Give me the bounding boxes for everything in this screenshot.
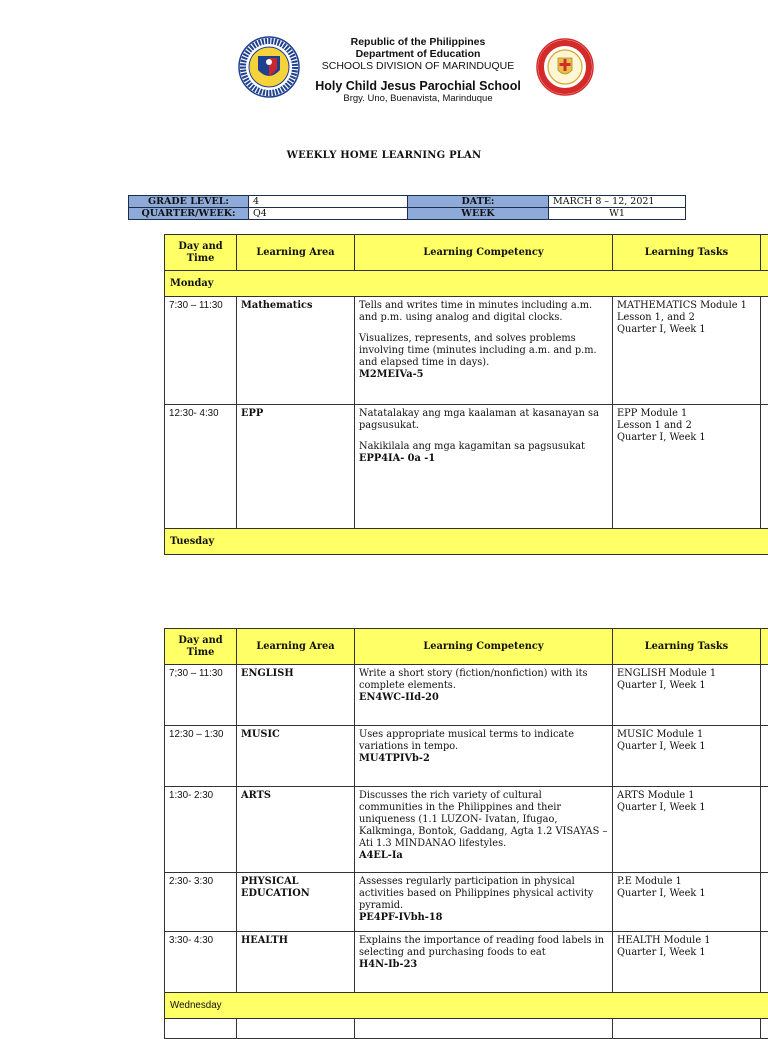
competency-cell xyxy=(355,405,613,529)
extra-cell xyxy=(761,665,768,726)
school-seal-icon xyxy=(536,38,594,96)
date-value: MARCH 8 – 12, 2021 xyxy=(549,196,686,208)
competency-code: MU4TPIVb-2 xyxy=(359,753,608,765)
plan-table-monday xyxy=(164,234,768,555)
table-row xyxy=(165,787,768,873)
competency-cell xyxy=(355,726,613,787)
competency-cell xyxy=(355,297,613,405)
competency-text: Tells and writes time in minutes including a.m. and p.m. using analog and digital clocks. xyxy=(359,300,592,323)
competency-text: Write a short story (fiction/nonfiction) with its complete elements. xyxy=(359,668,588,691)
col-learning-competency: Learning Competency xyxy=(355,629,613,665)
tasks-cell xyxy=(613,297,761,405)
task-line: MATHEMATICS Module 1 xyxy=(617,300,756,312)
time-cell: 7:30 – 11:30 xyxy=(165,297,237,405)
area-cell: ENGLISH xyxy=(237,665,355,726)
competency-cell xyxy=(355,932,613,993)
time-cell: 12:30- 4:30 xyxy=(165,405,237,529)
table-row xyxy=(165,405,768,529)
week-value: W1 xyxy=(549,208,686,220)
tasks-cell xyxy=(613,665,761,726)
tasks-cell xyxy=(613,1019,761,1039)
table-row xyxy=(165,665,768,726)
area-cell: ARTS xyxy=(237,787,355,873)
competency-cell xyxy=(355,873,613,932)
competency-code: H4N-Ib-23 xyxy=(359,959,608,971)
competency-code: A4EL-Ia xyxy=(359,850,608,862)
week-label: WEEK xyxy=(408,208,549,220)
school-address: Brgy. Uno, Buenavista, Marinduque xyxy=(300,93,536,105)
competency-text: Uses appropriate musical terms to indicate variations in tempo. xyxy=(359,729,574,752)
grade-level-value: 4 xyxy=(249,196,408,208)
day-row-wednesday: Wednesday xyxy=(165,993,768,1019)
day-row-monday: Monday xyxy=(165,271,768,297)
area-cell: HEALTH xyxy=(237,932,355,993)
competency-text: Explains the importance of reading food labels in selecting and purchasing foods to eat xyxy=(359,935,604,958)
table-row xyxy=(165,297,768,405)
plan-table-tuesday xyxy=(164,628,768,1039)
time-cell: 2:30- 3:30 xyxy=(165,873,237,932)
area-cell: Mathematics xyxy=(237,297,355,405)
extra-cell xyxy=(761,726,768,787)
extra-cell xyxy=(761,405,768,529)
time-cell: 1:30- 2:30 xyxy=(165,787,237,873)
tasks-cell xyxy=(613,405,761,529)
col-learning-tasks: Learning Tasks xyxy=(613,235,761,271)
table-row xyxy=(165,1019,768,1039)
competency-cell xyxy=(355,665,613,726)
competency-code: EPP4IA- 0a -1 xyxy=(359,453,608,465)
date-label: DATE: xyxy=(408,196,549,208)
quarter-week-value: Q4 xyxy=(249,208,408,220)
extra-cell xyxy=(761,297,768,405)
competency-cell xyxy=(355,1019,613,1039)
col-learning-tasks: Learning Tasks xyxy=(613,629,761,665)
extra-cell xyxy=(761,1019,768,1039)
task-line: EPP Module 1 xyxy=(617,408,756,420)
task-line: ENGLISH Module 1 xyxy=(617,668,756,680)
col-extra xyxy=(761,235,768,271)
task-line: Lesson 1 and 2 xyxy=(617,420,756,432)
time-cell: 3:30- 4:30 xyxy=(165,932,237,993)
area-cell: EPP xyxy=(237,405,355,529)
tasks-cell xyxy=(613,787,761,873)
tasks-cell xyxy=(613,726,761,787)
competency-code: PE4PF-IVbh-18 xyxy=(359,912,608,924)
info-table xyxy=(128,195,686,220)
time-cell: 12:30 – 1:30 xyxy=(165,726,237,787)
tasks-cell xyxy=(613,873,761,932)
task-line: Lesson 1, and 2 xyxy=(617,312,756,324)
task-line: MUSIC Module 1 xyxy=(617,729,756,741)
document-header xyxy=(0,30,768,120)
task-line: Quarter I, Week 1 xyxy=(617,888,756,900)
col-learning-area: Learning Area xyxy=(237,235,355,271)
grade-level-label: GRADE LEVEL: xyxy=(129,196,249,208)
competency-text: Nakikilala ang mga kagamitan sa pagsusukat xyxy=(359,441,585,452)
competency-text: Discusses the rich variety of cultural communities in the Philippines and their uniqueness (1.1 LUZON- Ivatan, Ifugao, Kalkminga, Bontok, Gaddang, Agta 1.2 VISAYAS – Ati 1.3 MINDANAO lifestyles. xyxy=(359,790,607,849)
task-line: Quarter I, Week 1 xyxy=(617,741,756,753)
task-line: HEALTH Module 1 xyxy=(617,935,756,947)
extra-cell xyxy=(761,932,768,993)
competency-code: M2MEIVa-5 xyxy=(359,369,608,381)
deped-seal-icon xyxy=(238,36,300,98)
competency-text: Visualizes, represents, and solves problems involving time (minutes including a.m. and p.m. and elapsed time in days). xyxy=(359,333,597,368)
extra-cell xyxy=(761,787,768,873)
area-cell: PHYSICAL EDUCATION xyxy=(237,873,355,932)
col-day-time: Day and Time xyxy=(165,629,237,665)
competency-cell xyxy=(355,787,613,873)
republic-line: Republic of the Philippines xyxy=(300,36,536,48)
document-title: WEEKLY HOME LEARNING PLAN xyxy=(0,150,768,161)
table-row xyxy=(165,726,768,787)
area-cell xyxy=(237,1019,355,1039)
competency-code: EN4WC-IId-20 xyxy=(359,692,608,704)
tasks-cell xyxy=(613,932,761,993)
task-line: Quarter I, Week 1 xyxy=(617,802,756,814)
task-line: Quarter I, Week 1 xyxy=(617,680,756,692)
table-row xyxy=(165,932,768,993)
department-line: Department of Education xyxy=(300,48,536,60)
col-day-time: Day and Time xyxy=(165,235,237,271)
col-learning-area: Learning Area xyxy=(237,629,355,665)
school-name: Holy Child Jesus Parochial School xyxy=(300,79,536,93)
table-row xyxy=(165,873,768,932)
task-line: Quarter I, Week 1 xyxy=(617,432,756,444)
time-cell: 7;30 – 11:30 xyxy=(165,665,237,726)
task-line: Quarter I, Week 1 xyxy=(617,324,756,336)
col-extra xyxy=(761,629,768,665)
division-line: SCHOOLS DIVISION OF MARINDUQUE xyxy=(300,60,536,72)
area-cell: MUSIC xyxy=(237,726,355,787)
quarter-week-label: QUARTER/WEEK: xyxy=(129,208,249,220)
time-cell xyxy=(165,1019,237,1039)
competency-text: Natatalakay ang mga kaalaman at kasanayan sa pagsusukat. xyxy=(359,408,599,431)
header-text xyxy=(300,36,536,105)
day-row-tuesday: Tuesday xyxy=(165,529,768,555)
extra-cell xyxy=(761,873,768,932)
task-line: Quarter I, Week 1 xyxy=(617,947,756,959)
task-line: ARTS Module 1 xyxy=(617,790,756,802)
competency-text: Assesses regularly participation in physical activities based on Philippines physical activity pyramid. xyxy=(359,876,593,911)
col-learning-competency: Learning Competency xyxy=(355,235,613,271)
task-line: P.E Module 1 xyxy=(617,876,756,888)
